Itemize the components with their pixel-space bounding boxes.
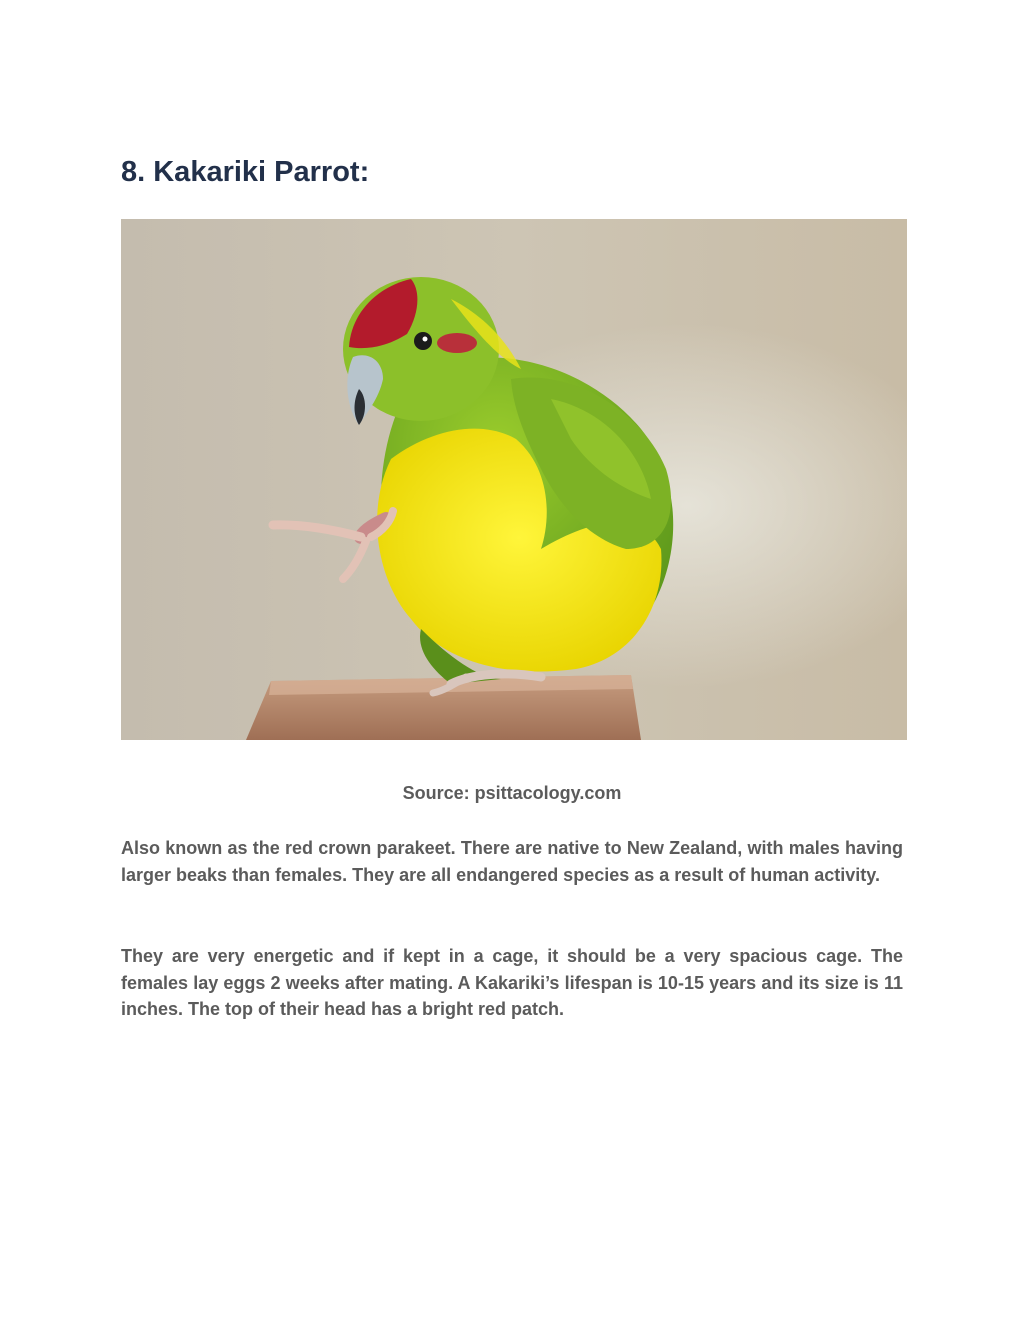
paragraph-overview: Also known as the red crown parakeet. There are native to New Zealand, with males having larger beaks than females. They are all endangered species as a result of human activity. — [121, 838, 903, 885]
section-heading: 8. Kakariki Parrot: — [121, 156, 370, 188]
paragraph-care-facts: They are very energetic and if kept in a cage, it should be a very spacious cage. The females lay eggs 2 weeks after mating. A Kakariki’s lifespan is 10-15 years and its size is 11 inches. The top of their head has a bright red patch. — [121, 946, 903, 1019]
image-source-caption: Source: psittacology.com — [402, 783, 622, 803]
parrot-photo — [121, 219, 907, 740]
